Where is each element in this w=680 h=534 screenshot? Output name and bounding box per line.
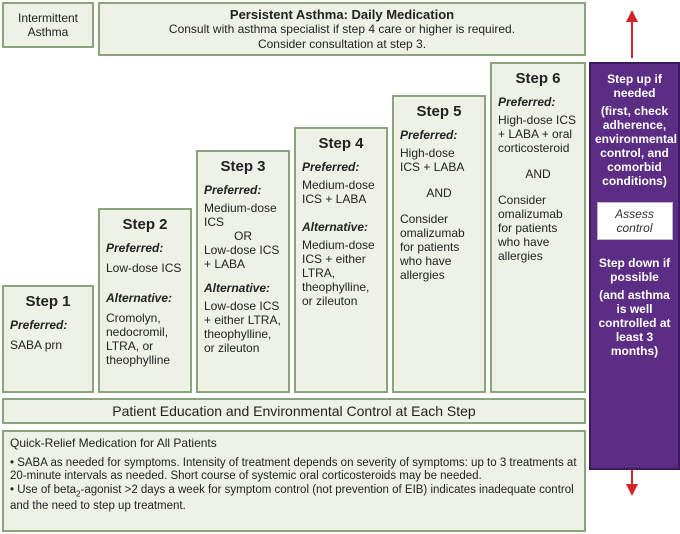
step-6-box — [490, 62, 586, 393]
step-up-arrow-icon — [622, 8, 642, 60]
quick-relief-bullet-2 — [10, 484, 578, 513]
step-4-alternative: Medium-dose ICS + either LTRA, theophylline, or zileuton — [302, 238, 375, 308]
step-1-box — [2, 285, 94, 393]
step-up-down-panel — [589, 62, 680, 470]
step-3-box — [196, 150, 290, 393]
step-4-box — [294, 127, 388, 393]
step-5-preferred-label: Preferred: — [400, 128, 458, 142]
bullet-2-part-b: -agonist >2 days a week for symptom control (not prevention of EIB) indicates inadequate control and the need to step up treatment. — [10, 484, 574, 513]
step-2-alternative-label: Alternative: — [106, 291, 173, 305]
step-3-alternative: Low-dose ICS + either LTRA, theophylline, or zileuton — [204, 299, 281, 355]
quick-relief-list — [10, 457, 578, 513]
step-6-consider: Consider omalizumab for patients who have allergies — [498, 193, 563, 263]
step-3-preferred-b: Low-dose ICS + LABA — [204, 243, 280, 271]
step-3-preferred-label: Preferred: — [204, 183, 262, 197]
persistent-asthma-box — [98, 2, 586, 56]
step-6-preferred-label: Preferred: — [498, 95, 556, 109]
step-5-consider: Consider omalizumab for patients who have allergies — [400, 212, 465, 282]
step-down-detail: (and asthma is well controlled at least 3 months) — [598, 288, 671, 358]
persistent-line-2: Consider consultation at step 3. — [257, 37, 427, 51]
step-4-preferred-label: Preferred: — [302, 160, 360, 174]
persistent-title: Persistent Asthma: Daily Medication — [229, 7, 455, 22]
step-3-preferred-a: Medium-dose ICS — [204, 201, 277, 229]
step-5-box — [392, 95, 486, 393]
step-4-alternative-label: Alternative: — [302, 220, 369, 234]
step-5-preferred: High-dose ICS + LABA — [400, 146, 465, 174]
patient-education-bar: Patient Education and Environmental Control at Each Step — [2, 398, 586, 424]
step-3-alternative-label: Alternative: — [204, 281, 271, 295]
quick-relief-title: Quick-Relief Medication for All Patients — [10, 436, 217, 450]
step-1-title: Step 1 — [25, 293, 71, 310]
step-2-preferred-label: Preferred: — [106, 241, 164, 255]
step-4-preferred: Medium-dose ICS + LABA — [302, 178, 375, 206]
step-2-alternative: Cromolyn, nedocromil, LTRA, or theophylline — [106, 311, 171, 367]
quick-relief-box — [2, 430, 586, 532]
bullet-2-subscript: 2 — [76, 489, 81, 499]
step-4-title: Step 4 — [318, 135, 364, 152]
step-3-title: Step 3 — [220, 158, 266, 175]
step-5-and: AND — [426, 186, 452, 200]
step-2-title: Step 2 — [122, 216, 168, 233]
quick-relief-bullet-1: • SABA as needed for symptoms. Intensity of treatment depends on severity of symptoms: up to 3 treatments at 20-minute intervals as needed. Short course of systemic oral corticosteroids may be needed. — [10, 457, 577, 482]
step-6-title: Step 6 — [515, 70, 561, 87]
step-3-or: OR — [234, 229, 252, 243]
assess-control-box: Assess control — [597, 202, 673, 240]
step-6-and: AND — [525, 167, 551, 181]
intermittent-asthma-box: Intermittent Asthma — [2, 2, 94, 48]
bullet-2-part-a: • Use of beta — [10, 484, 77, 496]
step-2-preferred: Low-dose ICS — [106, 261, 182, 275]
step-1-preferred-label: Preferred: — [10, 318, 68, 332]
step-down-heading: Step down if possible — [598, 256, 671, 284]
step-5-title: Step 5 — [416, 103, 462, 120]
step-6-preferred: High-dose ICS + LABA + oral corticosteroid — [498, 113, 577, 155]
step-2-box — [98, 208, 192, 393]
step-up-detail: (first, check adherence, environmental control, and comorbid conditions) — [595, 104, 678, 188]
step-1-preferred: SABA prn — [10, 338, 63, 352]
persistent-line-1: Consult with asthma specialist if step 4 care or higher is required. — [168, 22, 516, 36]
step-up-heading: Step up if needed — [607, 72, 662, 100]
